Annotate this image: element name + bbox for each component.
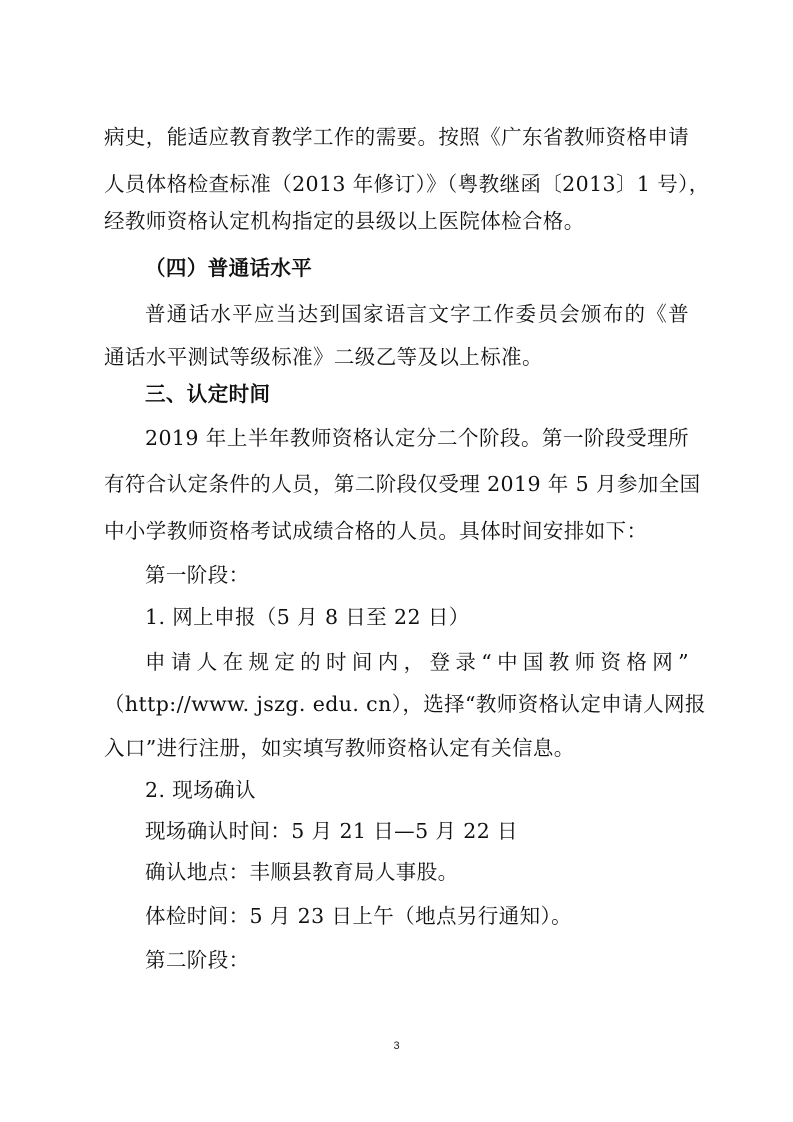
list-item-title: 1. 网上申报（5 月 8 日至 22 日） xyxy=(145,605,470,629)
body-text-line: 经教师资格认定机构指定的县级以上医院体检合格。 xyxy=(104,209,585,233)
section-heading: （四）普通话水平 xyxy=(145,256,313,280)
page-number: 3 xyxy=(393,1040,400,1052)
body-text-line: 人员体格检查标准（2013 年修订）》（粤教继函〔2013〕1 号）， xyxy=(104,172,710,196)
body-text-line: 病史，能适应教育教学工作的需要。按照《广东省教师资格申请 xyxy=(104,125,690,149)
body-text-line: 申请人在规定的时间内，登录“中国教师资格网” xyxy=(145,650,689,674)
body-text-line: （http://www. jszg. edu. cn），选择“教师资格认定申请人网报 xyxy=(104,692,706,716)
section-heading: 三、认定时间 xyxy=(145,382,271,406)
body-text-line: 入口”进行注册，如实填写教师资格认定有关信息。 xyxy=(104,736,575,760)
list-item-title: 2. 现场确认 xyxy=(145,778,256,802)
body-text-line: 有符合认定条件的人员，第二阶段仅受理 2019 年 5 月参加全国 xyxy=(104,472,701,496)
stage-label: 第二阶段： xyxy=(145,948,250,972)
body-text-line: 普通话水平应当达到国家语言文字工作委员会颁布的《普 xyxy=(145,302,689,326)
body-text-line: 中小学教师资格考试成绩合格的人员。具体时间安排如下： xyxy=(104,519,648,543)
body-text-line: 2019 年上半年教师资格认定分二个阶段。第一阶段受理所 xyxy=(145,426,689,450)
body-text-line: 通话水平测试等级标准》二级乙等及以上标准。 xyxy=(104,345,543,369)
body-text-line: 现场确认时间：5 月 21 日—5 月 22 日 xyxy=(145,819,518,843)
body-text-line: 体检时间：5 月 23 日上午（地点另行通知）。 xyxy=(145,904,573,928)
body-text-line: 确认地点：丰顺县教育局人事股。 xyxy=(145,860,459,884)
stage-label: 第一阶段： xyxy=(145,563,250,587)
